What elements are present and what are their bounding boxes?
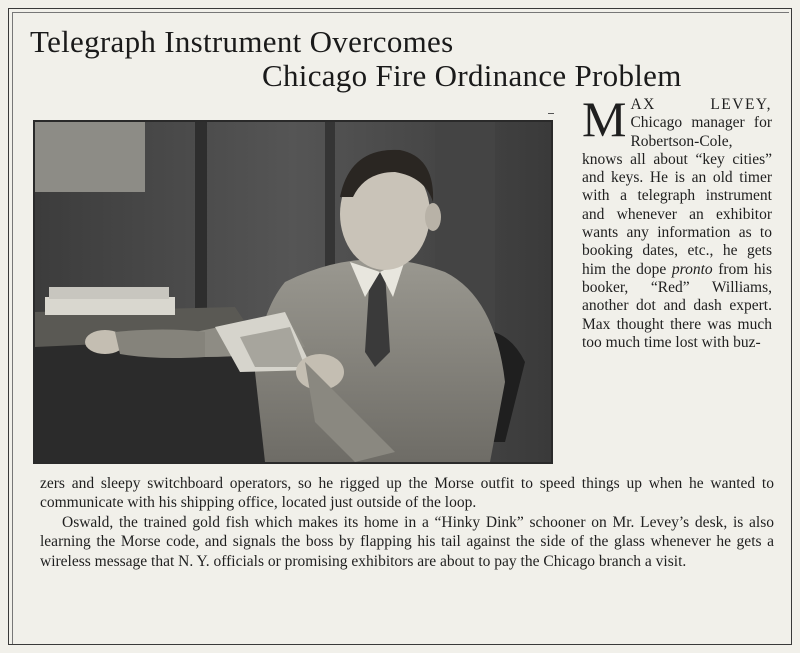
continuation-paragraph: zers and sleepy switchboard operators, so he rigged up the Morse outfit to speed things up when he wanted to communicate with his shipping office, located just outside of the loop. [40,475,774,512]
side-paragraph-end: from his booker, “Red” Williams, another dot and dash expert. Max thought there was much too much time lost with buz- [582,260,773,351]
article-body [40,474,774,571]
article-photo [33,120,553,464]
paragraph-2: Oswald, the trained gold fish which makes its home in a “Hinky Dink” schooner on Mr. Levey’s desk, is also learning the Morse code, and signals the boss by flapping his tail against the side of the glass whenever he gets a wireless message that N. Y. officials or promising exhibitors are about to pay the Chicago branch a visit. [40,513,774,570]
headline-line-2: Chicago Fire Ordinance Problem [262,58,682,93]
lead-name: AX LEVEY, [630,96,772,113]
side-column-text [582,91,773,352]
photo-man-with-telegraph [35,122,551,462]
side-paragraph: Chicago manager for Robertson-Cole, knows all about “key cities” and keys. He is an old timer with a telegraph instrument and whenever an exhibitor wants any information as to booking dates, etc., he gets him the dope [582,114,772,278]
rule-mark [548,113,554,114]
headline-line-1: Telegraph Instrument Overcomes [30,24,454,59]
drop-cap: M [582,91,627,147]
side-italic-word: pronto [671,260,713,278]
